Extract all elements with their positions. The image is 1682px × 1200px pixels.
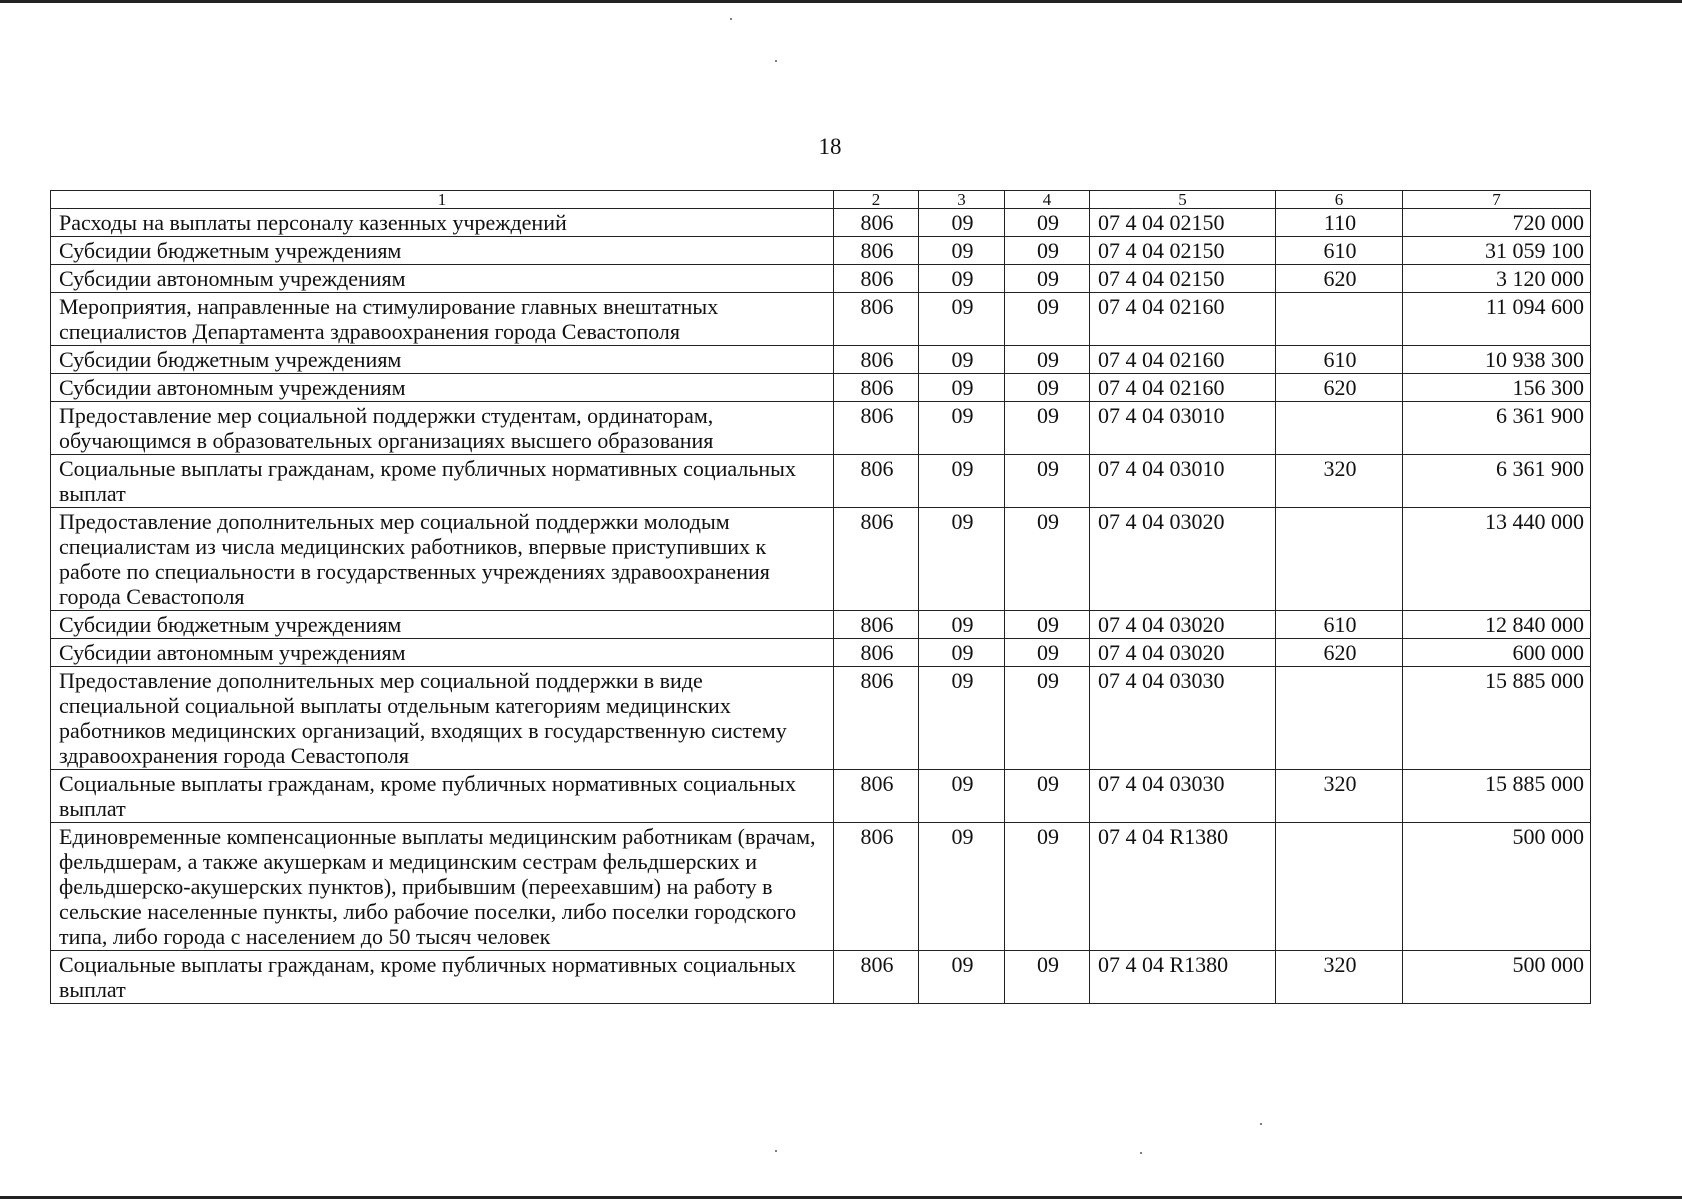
page-number: 18 — [818, 134, 842, 159]
header-row — [51, 191, 1591, 209]
table-row — [51, 508, 1591, 611]
row-name: Субсидии автономным учреждениям — [51, 639, 834, 667]
row-subsection: 09 — [1005, 237, 1090, 265]
row-expense-type: 610 — [1276, 346, 1403, 374]
scan-speck — [775, 60, 777, 62]
row-ved: 806 — [834, 237, 919, 265]
row-target-code: 07 4 04 03030 — [1090, 667, 1276, 770]
row-ved: 806 — [834, 770, 919, 823]
table-body — [51, 209, 1591, 1004]
row-name: Социальные выплаты гражданам, кроме публичных нормативных социальных выплат — [51, 770, 834, 823]
row-subsection: 09 — [1005, 667, 1090, 770]
row-amount: 720 000 — [1403, 209, 1591, 237]
row-ved: 806 — [834, 455, 919, 508]
row-section: 09 — [919, 455, 1005, 508]
row-name: Социальные выплаты гражданам, кроме публичных нормативных социальных выплат — [51, 951, 834, 1004]
row-section: 09 — [919, 265, 1005, 293]
row-section: 09 — [919, 293, 1005, 346]
row-subsection: 09 — [1005, 346, 1090, 374]
row-subsection: 09 — [1005, 770, 1090, 823]
row-amount: 500 000 — [1403, 951, 1591, 1004]
row-ved: 806 — [834, 951, 919, 1004]
header-cell-7: 7 — [1403, 191, 1591, 209]
row-section: 09 — [919, 374, 1005, 402]
table-row — [51, 265, 1591, 293]
row-ved: 806 — [834, 265, 919, 293]
row-expense-type: 320 — [1276, 770, 1403, 823]
table-row — [51, 209, 1591, 237]
row-name: Социальные выплаты гражданам, кроме публичных нормативных социальных выплат — [51, 455, 834, 508]
row-expense-type: 620 — [1276, 374, 1403, 402]
row-target-code: 07 4 04 R1380 — [1090, 823, 1276, 951]
row-subsection: 09 — [1005, 611, 1090, 639]
row-target-code: 07 4 04 03010 — [1090, 455, 1276, 508]
header-cell-6: 6 — [1276, 191, 1403, 209]
table-row — [51, 770, 1591, 823]
row-section: 09 — [919, 639, 1005, 667]
row-ved: 806 — [834, 611, 919, 639]
row-ved: 806 — [834, 374, 919, 402]
table-row — [51, 374, 1591, 402]
scan-speck — [775, 1150, 777, 1152]
row-amount: 6 361 900 — [1403, 455, 1591, 508]
row-amount: 15 885 000 — [1403, 667, 1591, 770]
row-name: Субсидии автономным учреждениям — [51, 265, 834, 293]
row-expense-type: 610 — [1276, 237, 1403, 265]
row-subsection: 09 — [1005, 639, 1090, 667]
row-target-code: 07 4 04 02150 — [1090, 209, 1276, 237]
header-cell-2: 2 — [834, 191, 919, 209]
row-section: 09 — [919, 402, 1005, 455]
row-amount: 13 440 000 — [1403, 508, 1591, 611]
table-row — [51, 667, 1591, 770]
row-ved: 806 — [834, 346, 919, 374]
row-section: 09 — [919, 346, 1005, 374]
row-ved: 806 — [834, 293, 919, 346]
row-expense-type: 320 — [1276, 951, 1403, 1004]
row-target-code: 07 4 04 02160 — [1090, 293, 1276, 346]
table-row — [51, 293, 1591, 346]
row-target-code: 07 4 04 02160 — [1090, 374, 1276, 402]
table-row — [51, 237, 1591, 265]
row-expense-type — [1276, 508, 1403, 611]
table-row — [51, 455, 1591, 508]
scan-speck — [1140, 1152, 1142, 1154]
row-section: 09 — [919, 508, 1005, 611]
row-target-code: 07 4 04 03020 — [1090, 508, 1276, 611]
row-name: Предоставление дополнительных мер социальной поддержки молодым специалистам из числа медицинских работников, впервые приступивших к работе по специальности в государственных учреждениях здравоохранения города Севастополя — [51, 508, 834, 611]
row-expense-type: 610 — [1276, 611, 1403, 639]
row-target-code: 07 4 04 03020 — [1090, 611, 1276, 639]
row-name: Мероприятия, направленные на стимулирование главных внештатных специалистов Департамента здравоохранения города Севастополя — [51, 293, 834, 346]
row-amount: 3 120 000 — [1403, 265, 1591, 293]
row-subsection: 09 — [1005, 455, 1090, 508]
row-expense-type: 110 — [1276, 209, 1403, 237]
table-row — [51, 346, 1591, 374]
header-cell-1: 1 — [51, 191, 834, 209]
row-section: 09 — [919, 770, 1005, 823]
row-target-code: 07 4 04 03010 — [1090, 402, 1276, 455]
row-amount: 12 840 000 — [1403, 611, 1591, 639]
row-target-code: 07 4 04 R1380 — [1090, 951, 1276, 1004]
row-subsection: 09 — [1005, 293, 1090, 346]
row-subsection: 09 — [1005, 823, 1090, 951]
scan-speck — [1260, 1123, 1262, 1125]
row-subsection: 09 — [1005, 951, 1090, 1004]
row-ved: 806 — [834, 639, 919, 667]
row-name: Субсидии бюджетным учреждениям — [51, 611, 834, 639]
row-name: Субсидии бюджетным учреждениям — [51, 237, 834, 265]
row-name: Субсидии бюджетным учреждениям — [51, 346, 834, 374]
row-expense-type: 320 — [1276, 455, 1403, 508]
row-target-code: 07 4 04 02150 — [1090, 237, 1276, 265]
row-section: 09 — [919, 951, 1005, 1004]
row-subsection: 09 — [1005, 265, 1090, 293]
row-expense-type: 620 — [1276, 639, 1403, 667]
row-ved: 806 — [834, 209, 919, 237]
table-row — [51, 823, 1591, 951]
row-target-code: 07 4 04 03020 — [1090, 639, 1276, 667]
row-section: 09 — [919, 823, 1005, 951]
row-expense-type — [1276, 667, 1403, 770]
row-section: 09 — [919, 209, 1005, 237]
row-amount: 600 000 — [1403, 639, 1591, 667]
row-expense-type — [1276, 823, 1403, 951]
header-cell-3: 3 — [919, 191, 1005, 209]
row-amount: 6 361 900 — [1403, 402, 1591, 455]
table-row — [51, 402, 1591, 455]
row-subsection: 09 — [1005, 374, 1090, 402]
row-name: Единовременные компенсационные выплаты медицинским работникам (врачам, фельдшерам, а также акушеркам и медицинским сестрам фельдшерских и фельдшерско-акушерских пунктов), прибывшим (переехавшим) на работу в сельские населенные пункты, либо рабочие поселки, либо поселки городского типа, либо города с населением до 50 тысяч человек — [51, 823, 834, 951]
row-section: 09 — [919, 611, 1005, 639]
row-ved: 806 — [834, 402, 919, 455]
table-row — [51, 639, 1591, 667]
scan-top-edge — [0, 0, 1682, 3]
header-cell-5: 5 — [1090, 191, 1276, 209]
row-subsection: 09 — [1005, 508, 1090, 611]
table-row — [51, 951, 1591, 1004]
row-amount: 10 938 300 — [1403, 346, 1591, 374]
row-section: 09 — [919, 237, 1005, 265]
row-amount: 156 300 — [1403, 374, 1591, 402]
budget-table — [50, 190, 1591, 1004]
row-ved: 806 — [834, 823, 919, 951]
table-row — [51, 611, 1591, 639]
row-target-code: 07 4 04 02160 — [1090, 346, 1276, 374]
row-expense-type: 620 — [1276, 265, 1403, 293]
row-section: 09 — [919, 667, 1005, 770]
row-amount: 11 094 600 — [1403, 293, 1591, 346]
row-name: Предоставление дополнительных мер социальной поддержки в виде специальной социальной выплаты отдельным категориям медицинских работников медицинских организаций, входящих в государственную систему здравоохранения города Севастополя — [51, 667, 834, 770]
row-subsection: 09 — [1005, 209, 1090, 237]
row-target-code: 07 4 04 02150 — [1090, 265, 1276, 293]
row-expense-type — [1276, 402, 1403, 455]
row-name: Расходы на выплаты персоналу казенных учреждений — [51, 209, 834, 237]
row-amount: 500 000 — [1403, 823, 1591, 951]
row-subsection: 09 — [1005, 402, 1090, 455]
header-cell-4: 4 — [1005, 191, 1090, 209]
row-ved: 806 — [834, 508, 919, 611]
scan-bottom-edge — [0, 1196, 1682, 1199]
row-amount: 31 059 100 — [1403, 237, 1591, 265]
row-name: Предоставление мер социальной поддержки студентам, ординаторам, обучающимся в образовательных организациях высшего образования — [51, 402, 834, 455]
row-amount: 15 885 000 — [1403, 770, 1591, 823]
row-expense-type — [1276, 293, 1403, 346]
row-ved: 806 — [834, 667, 919, 770]
row-name: Субсидии автономным учреждениям — [51, 374, 834, 402]
scan-speck — [730, 18, 732, 20]
row-target-code: 07 4 04 03030 — [1090, 770, 1276, 823]
